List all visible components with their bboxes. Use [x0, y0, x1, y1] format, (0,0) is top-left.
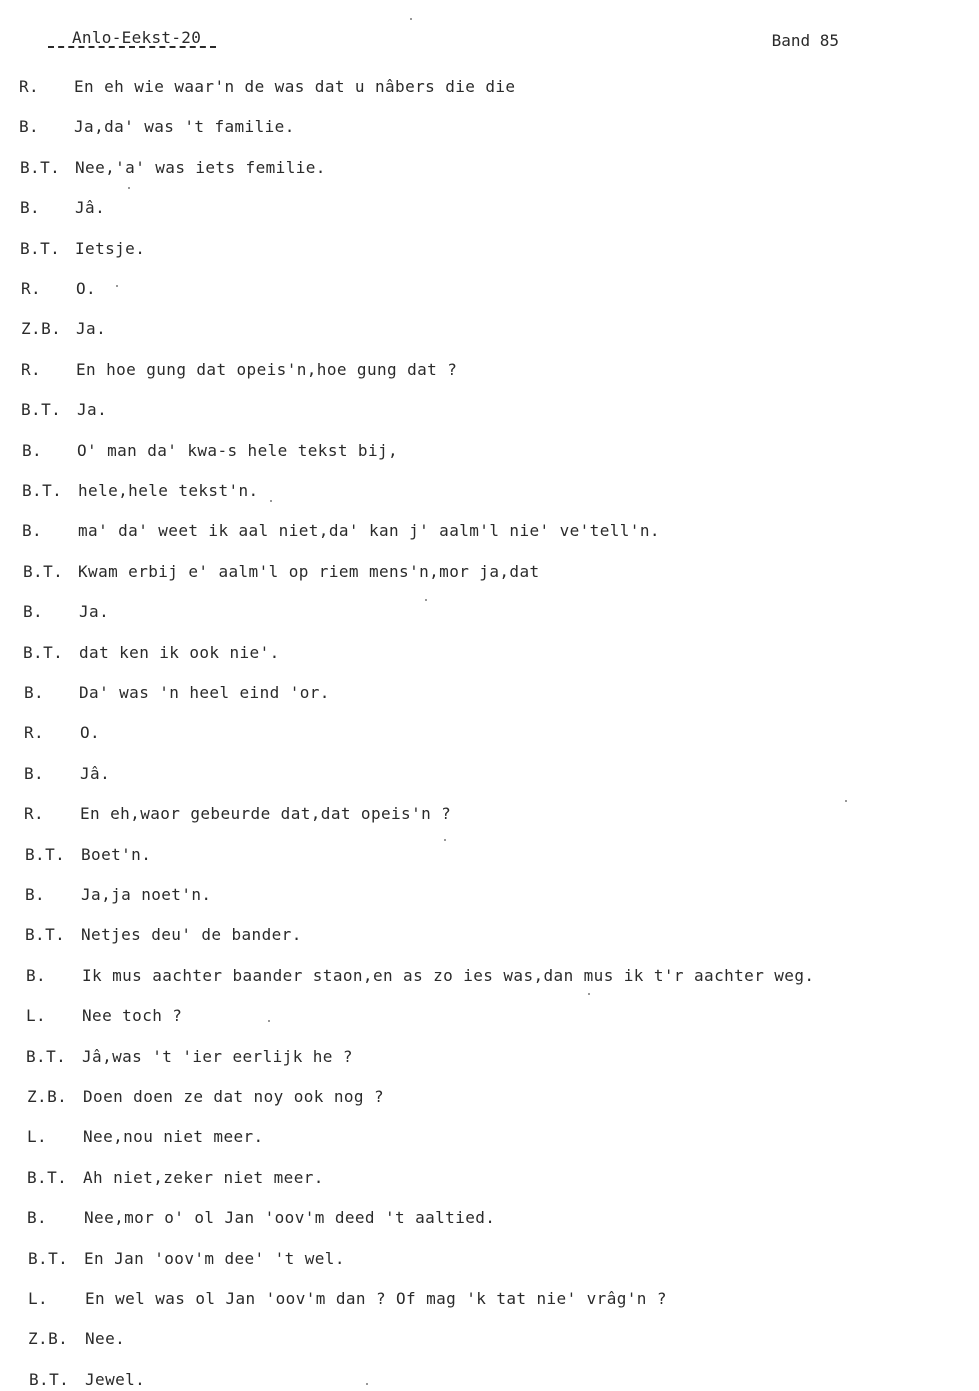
utterance-text: Ja. [77, 400, 108, 419]
scan-speck [845, 800, 847, 802]
transcript-line [0, 197, 979, 219]
utterance-text: Jâ. [80, 764, 111, 783]
transcript-line [0, 278, 979, 300]
speaker-label: R. [21, 279, 42, 298]
transcript-line [0, 76, 979, 98]
scan-speck [268, 1020, 270, 1022]
transcript-line [0, 1126, 979, 1148]
speaker-label: B. [24, 764, 45, 783]
utterance-text: En eh wie waar'n de was dat u nâbers die die [74, 77, 516, 96]
transcript-line [0, 844, 979, 866]
speaker-label: B. [26, 966, 47, 985]
speaker-label: R. [21, 360, 42, 379]
speaker-label: Z.B. [21, 319, 62, 338]
speaker-label: B. [20, 198, 41, 217]
scan-speck [588, 993, 590, 995]
transcript-line [0, 480, 979, 502]
utterance-text: Kwam erbij e' aalm'l op riem mens'n,mor ja,dat [78, 562, 540, 581]
scan-speck [366, 1383, 368, 1385]
speaker-label: B.T. [23, 562, 64, 581]
transcript-line [0, 1248, 979, 1270]
transcript-line [0, 763, 979, 785]
speaker-label: B. [24, 683, 45, 702]
speaker-label: R. [24, 804, 45, 823]
utterance-text: Nee,nou niet meer. [83, 1127, 264, 1146]
scan-speck [116, 285, 118, 287]
transcript-line [0, 682, 979, 704]
speaker-label: B.T. [25, 925, 66, 944]
speaker-label: B.T. [22, 481, 63, 500]
utterance-text: hele,hele tekst'n. [78, 481, 259, 500]
utterance-text: Nee,'a' was iets femilie. [75, 158, 326, 177]
utterance-text: O. [80, 723, 101, 742]
utterance-text: En Jan 'oov'm dee' 't wel. [84, 1249, 345, 1268]
utterance-text: Nee. [85, 1329, 126, 1348]
scan-speck [410, 18, 412, 20]
utterance-text: Jewel. [85, 1370, 146, 1389]
transcript-line [0, 1369, 979, 1391]
transcript-line [0, 1207, 979, 1229]
transcript-line [0, 1167, 979, 1189]
transcript-line [0, 601, 979, 623]
utterance-text: O. [76, 279, 97, 298]
speaker-label: L. [26, 1006, 47, 1025]
transcript-line [0, 803, 979, 825]
band-number: Band 85 [771, 31, 839, 50]
utterance-text: Netjes deu' de bander. [81, 925, 302, 944]
utterance-text: Ja. [76, 319, 107, 338]
transcript-line [0, 884, 979, 906]
speaker-label: B. [27, 1208, 48, 1227]
speaker-label: B. [25, 885, 46, 904]
transcript-line [0, 116, 979, 138]
speaker-label: Z.B. [28, 1329, 69, 1348]
utterance-text: ma' da' weet ik aal niet,da' kan j' aalm'l nie' ve'tell'n. [78, 521, 660, 540]
utterance-text: Ja,ja noet'n. [81, 885, 212, 904]
transcript-line [0, 238, 979, 260]
utterance-text: Jâ,was 't 'ier eerlijk he ? [82, 1047, 353, 1066]
speaker-label: L. [28, 1289, 49, 1308]
speaker-label: B.T. [27, 1168, 68, 1187]
utterance-text: Jâ. [75, 198, 106, 217]
transcript-line [0, 561, 979, 583]
transcript-line [0, 1288, 979, 1310]
speaker-label: B.T. [23, 643, 64, 662]
utterance-text: En hoe gung dat opeis'n,hoe gung dat ? [76, 360, 458, 379]
transcript-line [0, 1005, 979, 1027]
utterance-text: O' man da' kwa-s hele tekst bij, [77, 441, 399, 460]
utterance-text: Nee,mor o' ol Jan 'oov'm deed 't aaltied. [84, 1208, 496, 1227]
speaker-label: B.T. [21, 400, 62, 419]
scan-speck [128, 187, 130, 189]
speaker-label: Z.B. [27, 1087, 68, 1106]
utterance-text: Ik mus aachter baander staon,en as zo ies was,dan mus ik t'r aachter weg. [82, 966, 815, 985]
transcript-line [0, 642, 979, 664]
transcript-line [0, 924, 979, 946]
transcript-line [0, 157, 979, 179]
speaker-label: B. [19, 117, 40, 136]
speaker-label: B. [22, 521, 43, 540]
speaker-label: B. [22, 441, 43, 460]
utterance-text: Boet'n. [81, 845, 152, 864]
speaker-label: B.T. [20, 239, 61, 258]
document-title: Anlo-Eekst-20 [72, 28, 202, 47]
transcript-line [0, 1328, 979, 1350]
transcript-line [0, 440, 979, 462]
utterance-text: Ja. [79, 602, 110, 621]
speaker-label: R. [24, 723, 45, 742]
scan-speck [425, 599, 427, 601]
speaker-label: R. [19, 77, 40, 96]
speaker-label: L. [27, 1127, 48, 1146]
transcript-line [0, 359, 979, 381]
utterance-text: En wel was ol Jan 'oov'm dan ? Of mag 'k tat nie' vrâg'n ? [85, 1289, 667, 1308]
scan-speck [444, 839, 446, 841]
transcript-line [0, 722, 979, 744]
transcript-line [0, 520, 979, 542]
speaker-label: B.T. [28, 1249, 69, 1268]
title-underline [48, 46, 216, 48]
utterance-text: En eh,waor gebeurde dat,dat opeis'n ? [80, 804, 452, 823]
speaker-label: B.T. [29, 1370, 70, 1389]
speaker-label: B. [23, 602, 44, 621]
utterance-text: Da' was 'n heel eind 'or. [79, 683, 330, 702]
transcript-line [0, 1086, 979, 1108]
transcript-line [0, 399, 979, 421]
speaker-label: B.T. [26, 1047, 67, 1066]
utterance-text: dat ken ik ook nie'. [79, 643, 280, 662]
scan-speck [270, 500, 272, 502]
utterance-text: Nee toch ? [82, 1006, 183, 1025]
speaker-label: B.T. [25, 845, 66, 864]
utterance-text: Ja,da' was 't familie. [74, 117, 295, 136]
utterance-text: Doen doen ze dat noy ook nog ? [83, 1087, 384, 1106]
transcript-line [0, 318, 979, 340]
transcript-line [0, 965, 979, 987]
utterance-text: Ah niet,zeker niet meer. [83, 1168, 324, 1187]
utterance-text: Ietsje. [75, 239, 146, 258]
transcript-line [0, 1046, 979, 1068]
speaker-label: B.T. [20, 158, 61, 177]
